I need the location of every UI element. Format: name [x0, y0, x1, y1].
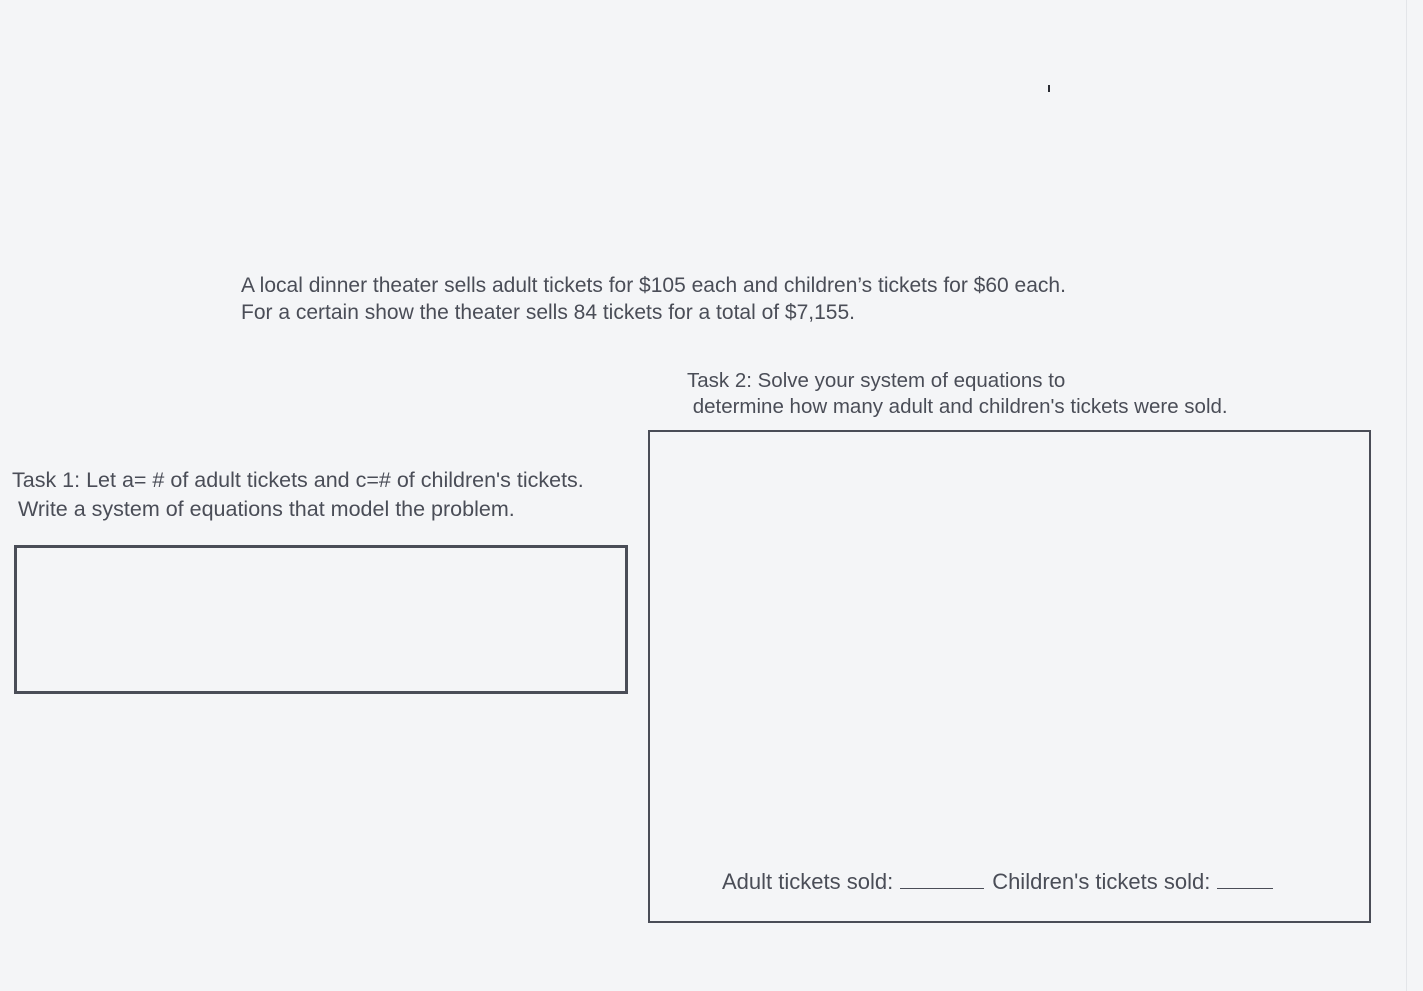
stray-mark [1048, 85, 1050, 92]
task2-line-1: Task 2: Solve your system of equations to [687, 369, 1066, 392]
task1-line-1: Task 1: Let a= # of adult tickets and c=# of children's tickets. [12, 468, 584, 492]
children-tickets-blank[interactable] [1217, 866, 1273, 889]
task2-line-2: determine how many adult and children's tickets were sold. [687, 395, 1228, 418]
answer-line [722, 866, 1273, 896]
problem-line-1: A local dinner theater sells adult tickets for $105 each and children’s tickets for $60 each. [241, 274, 1066, 297]
problem-statement [241, 272, 1241, 326]
adult-tickets-blank[interactable] [900, 866, 984, 889]
task1-instructions [12, 466, 652, 524]
problem-line-2: For a certain show the theater sells 84 tickets for a total of $7,155. [241, 301, 855, 324]
task2-work-box[interactable] [648, 430, 1371, 923]
adult-tickets-label: Adult tickets sold: [722, 869, 894, 894]
task1-answer-box[interactable] [14, 545, 628, 694]
canvas-right-edge [1406, 0, 1407, 991]
children-tickets-label: Children's tickets sold: [992, 869, 1211, 894]
task2-instructions [687, 368, 1387, 420]
task1-line-2: Write a system of equations that model the problem. [12, 497, 515, 521]
